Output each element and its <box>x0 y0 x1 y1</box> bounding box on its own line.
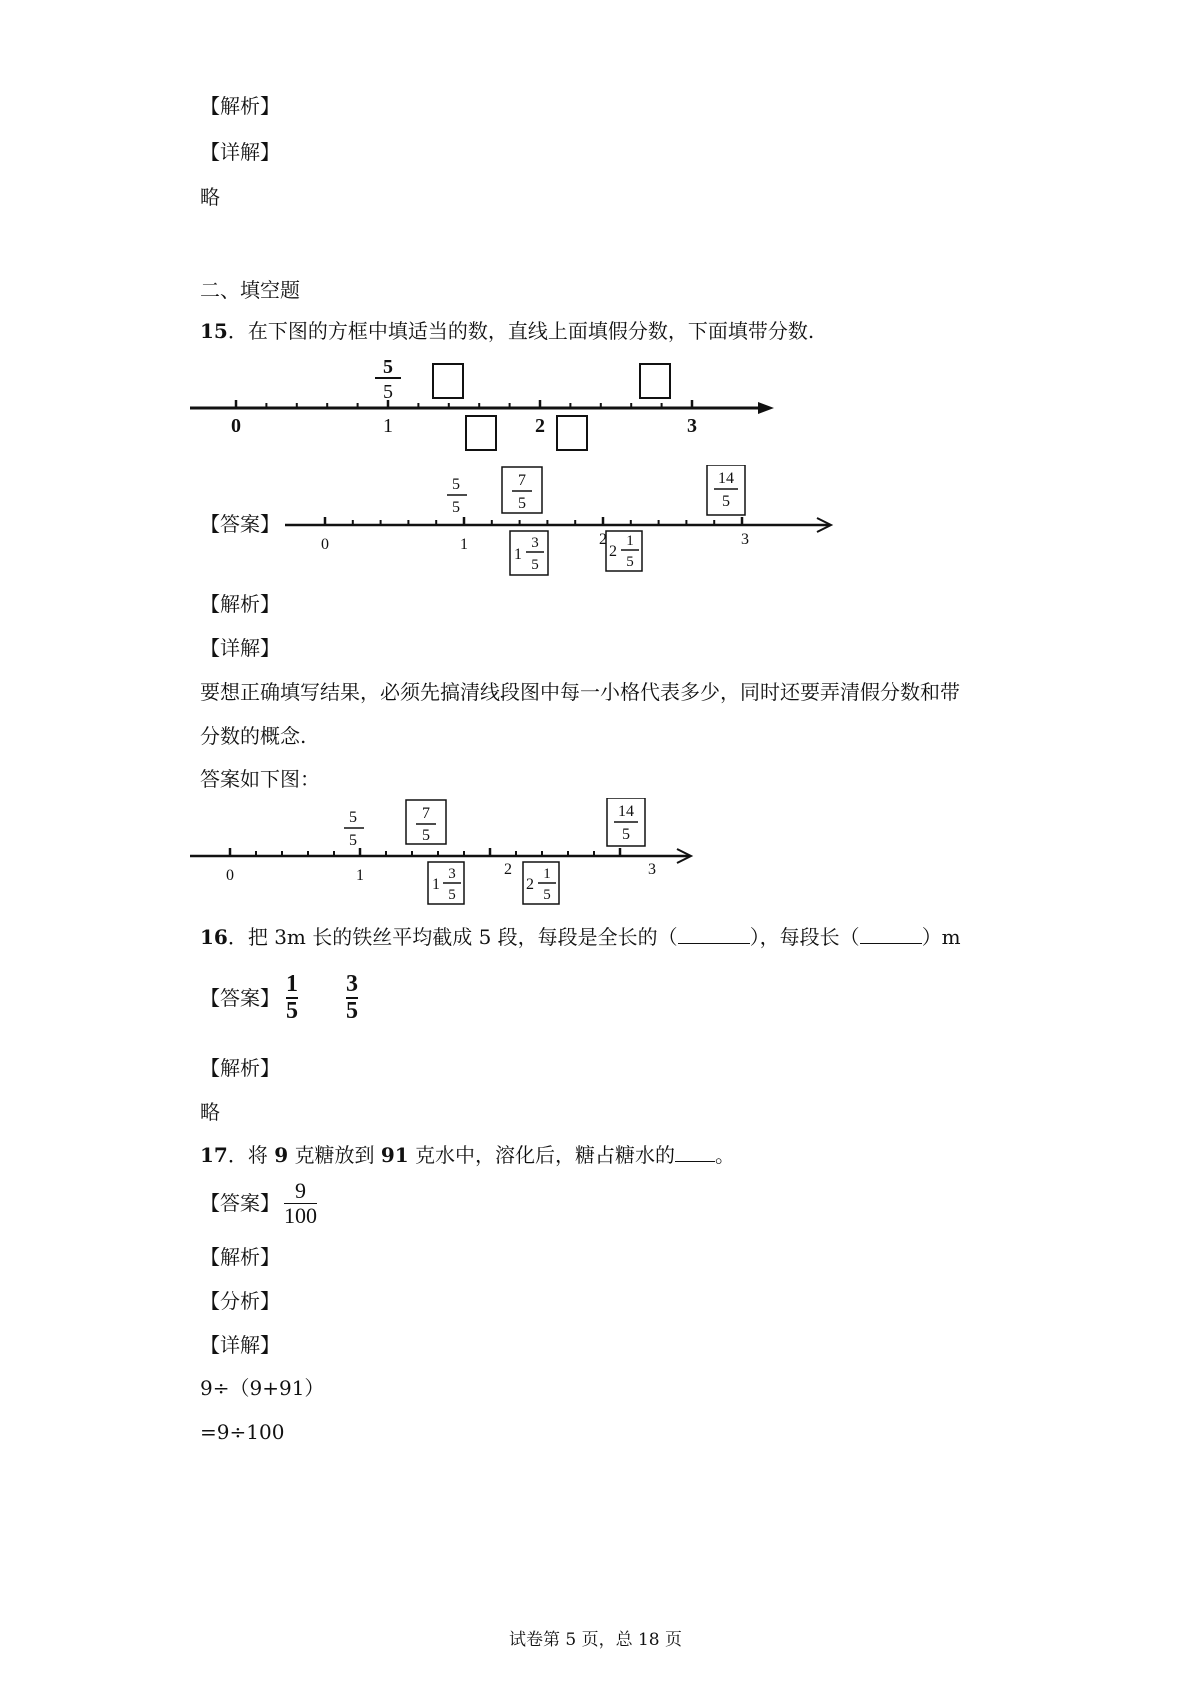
section-title: 二、填空题 <box>200 278 300 302</box>
q15-answer-above-3-num: 14 <box>718 470 734 487</box>
q17-analysis-label: 【解析】 <box>200 1245 280 1269</box>
q16-answer-label: 【答案】 <box>200 986 280 1010</box>
q16-answer-2-numerator: 3 <box>346 970 358 997</box>
omit-text-top: 略 <box>200 185 220 209</box>
q17-sugar-amount: 9 <box>274 1143 289 1167</box>
q17-answer-row <box>200 1172 317 1234</box>
q15-tick-3: 3 <box>687 415 697 437</box>
q15-explain-line1: 要想正确填写结果，必须先搞清线段图中每一小格代表多少，同时还要弄清假分数和带 <box>200 680 960 704</box>
q15-explain-tick-2: 2 <box>504 861 512 878</box>
q15-number: 15 <box>200 319 228 343</box>
q15-explain-above-2-num: 7 <box>422 805 430 822</box>
q15-answer-below-2-den: 5 <box>626 554 634 570</box>
q15-answer-tick-2: 2 <box>599 531 607 548</box>
q16-blank-1[interactable] <box>678 943 750 944</box>
q15-answer-above-2-den: 5 <box>518 495 526 512</box>
q16-answer-fraction-2 <box>346 972 358 1024</box>
q17-text-1: 将 <box>247 1143 275 1167</box>
q16-answer-fraction-1 <box>286 972 298 1024</box>
q17-text-3: 克糖放到 <box>288 1143 381 1167</box>
page-footer: 试卷第 5 页，总 18 页 <box>508 1630 683 1650</box>
q15-tick-2: 2 <box>535 415 545 437</box>
q15-blank-box-below-2[interactable] <box>557 416 587 450</box>
q17-blank[interactable] <box>675 1161 715 1162</box>
q15-explain-below-1-num: 3 <box>448 866 456 882</box>
q15-answer-below-1-den: 5 <box>531 557 539 573</box>
q15-blank-box-above-1[interactable] <box>433 364 463 398</box>
q17-answer-denominator: 100 <box>284 1202 317 1228</box>
q15-given-numerator: 5 <box>383 356 393 378</box>
q15-explain-below-2-num: 1 <box>543 866 551 882</box>
q15-answer-above-1-den: 5 <box>452 499 460 516</box>
q15-explain-tick-0: 0 <box>226 867 234 884</box>
q15-axis-arrow <box>758 402 774 414</box>
q16-answer-row <box>200 968 358 1028</box>
q17-answer-label: 【答案】 <box>200 1191 280 1215</box>
q16-omit-text: 略 <box>200 1100 220 1124</box>
q15-detail-label: 【详解】 <box>200 636 280 660</box>
q15-tick-0: 0 <box>231 415 241 437</box>
q16-answer-1-denominator: 5 <box>286 998 298 1024</box>
q17-step-2: =9÷100 <box>200 1420 285 1444</box>
q15-explain-above-1-num: 5 <box>349 809 357 826</box>
q15-answer-tick-3: 3 <box>741 531 749 548</box>
q15-answer-below-1-num: 3 <box>531 535 539 551</box>
q17-answer-fraction <box>284 1179 317 1226</box>
q17-text-5: 克水中，溶化后，糖占糖水的 <box>408 1143 676 1167</box>
q16-analysis-label: 【解析】 <box>200 1056 280 1080</box>
q15-explain-above-1-den: 5 <box>349 832 357 849</box>
q16-text-c: ）m <box>921 925 961 949</box>
q15-explain-below-1-den: 5 <box>448 887 456 903</box>
q15-answer-below-1-whole: 1 <box>514 546 522 563</box>
q15-answer-above-2-num: 7 <box>518 472 526 489</box>
q17-stem <box>200 1143 735 1167</box>
q17-dot: ． <box>227 1143 248 1167</box>
analysis-label-top: 【解析】 <box>200 94 280 118</box>
q17-sub-analysis-label: 【分析】 <box>200 1289 280 1313</box>
q15-answer-above-1-num: 5 <box>452 476 460 493</box>
q16-answer-2-denominator: 5 <box>346 998 358 1024</box>
q15-explain-below-1-whole: 1 <box>432 876 440 893</box>
q15-explain-below-2-den: 5 <box>543 887 551 903</box>
q15-stem <box>200 319 814 343</box>
q17-detail-label: 【详解】 <box>200 1333 280 1357</box>
q17-text-6: 。 <box>715 1143 736 1167</box>
q17-answer-numerator: 9 <box>295 1178 306 1204</box>
q15-explain-tick-1: 1 <box>356 867 364 884</box>
q17-number: 17 <box>200 1143 228 1167</box>
q16-dot: ． <box>227 925 248 949</box>
q16-answer-1-numerator: 1 <box>286 970 298 997</box>
q16-text-a: 把 3m 长的铁丝平均截成 5 段，每段是全长的（ <box>247 925 678 949</box>
q15-figure-caption: 答案如下图： <box>200 767 320 791</box>
q17-water-amount: 91 <box>380 1143 409 1167</box>
q16-text-b: ），每段长（ <box>749 925 860 949</box>
q15-number-line-figure <box>190 350 790 465</box>
q15-explain-above-2-den: 5 <box>422 827 430 844</box>
q15-explain-above-3-den: 5 <box>622 826 630 843</box>
q15-explain-line2: 分数的概念. <box>200 724 307 748</box>
q15-explain-below-2-whole: 2 <box>526 876 534 893</box>
q15-text: 在下图的方框中填适当的数，直线上面填假分数，下面填带分数. <box>247 319 815 343</box>
q15-tick-1: 1 <box>383 415 393 437</box>
q15-dot: ． <box>227 319 248 343</box>
q15-explain-figure <box>190 798 710 913</box>
q15-blank-box-above-2[interactable] <box>640 364 670 398</box>
q16-number: 16 <box>200 925 228 949</box>
q15-given-denominator: 5 <box>383 381 393 403</box>
q15-answer-below-2-num: 1 <box>626 533 634 549</box>
q15-answer-label: 【答案】 <box>200 512 280 536</box>
q16-stem <box>200 925 961 949</box>
q17-step-1: 9÷（9+91） <box>200 1376 325 1400</box>
q15-blank-box-below-1[interactable] <box>466 416 496 450</box>
q15-explain-above-3-num: 14 <box>618 803 634 820</box>
q15-answer-above-3-den: 5 <box>722 493 730 510</box>
q15-answer-figure <box>285 465 845 605</box>
q15-answer-tick-1: 1 <box>460 536 468 553</box>
q15-explain-tick-3: 3 <box>648 861 656 878</box>
q16-blank-2[interactable] <box>860 943 922 944</box>
detail-label-top: 【详解】 <box>200 140 280 164</box>
q15-answer-tick-0: 0 <box>321 536 329 553</box>
q15-analysis-label: 【解析】 <box>200 592 280 616</box>
q15-answer-below-2-whole: 2 <box>609 543 617 560</box>
